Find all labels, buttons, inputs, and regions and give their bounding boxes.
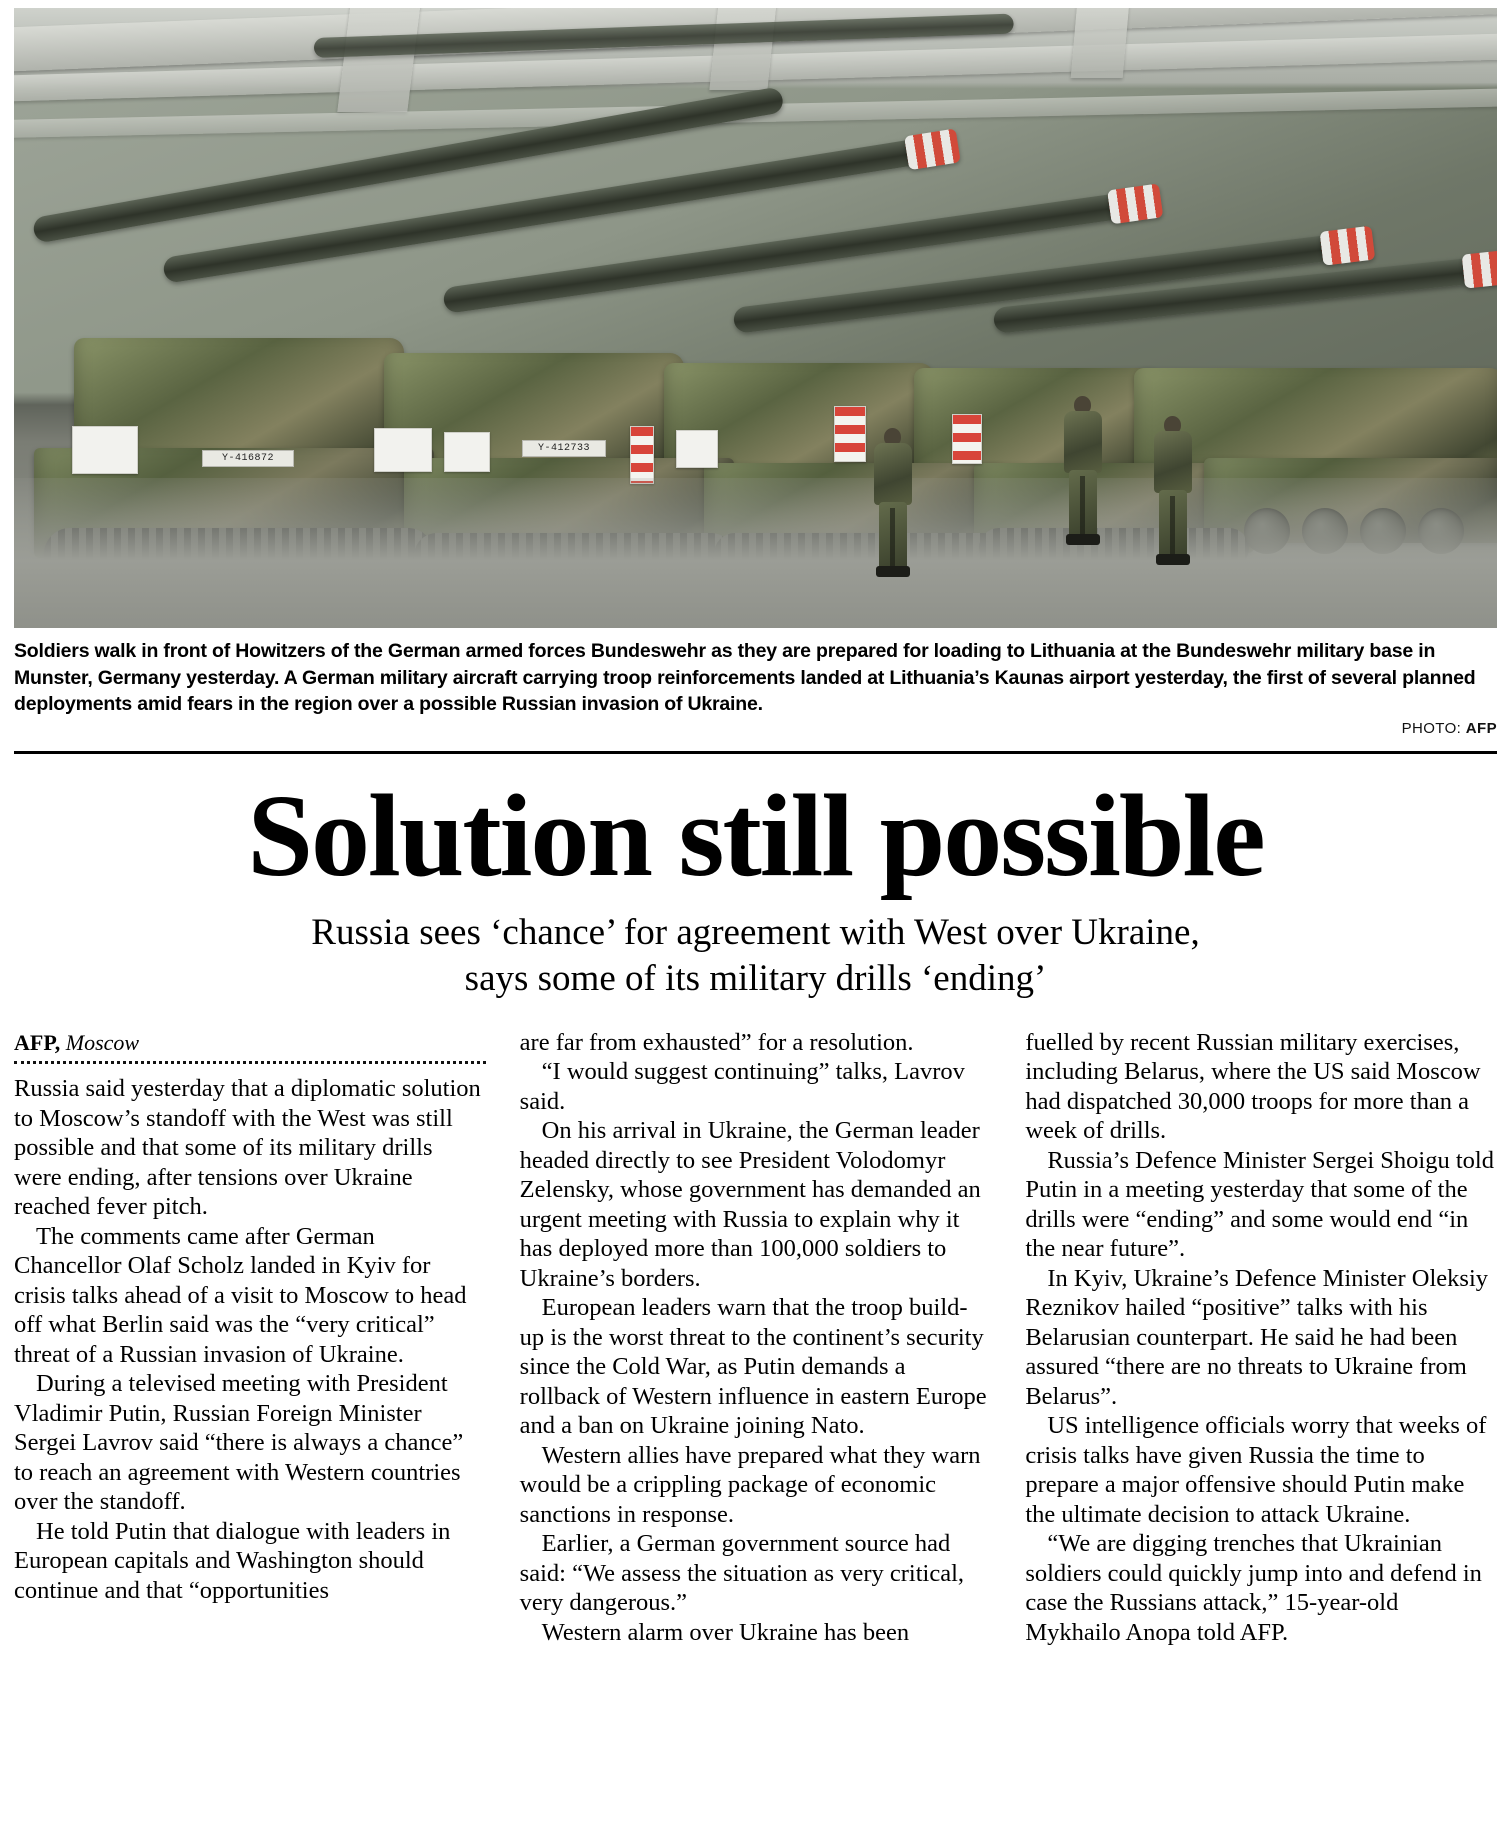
paragraph: In Kyiv, Ukraine’s Defence Minister Oleksiy Reznikov hailed “positive” talks with his Belarusian counterpart. He said he had been assured “there are no threats to Ukraine from Belarus”. bbox=[1025, 1264, 1488, 1410]
section-divider bbox=[14, 751, 1497, 754]
photo-credit-source: AFP bbox=[1465, 719, 1497, 737]
hull-panel bbox=[72, 426, 138, 474]
muzzle-cover bbox=[1462, 249, 1497, 288]
soldier-torso bbox=[874, 443, 912, 505]
soldier-boots bbox=[1156, 554, 1190, 565]
byline-place: Moscow bbox=[65, 1029, 140, 1055]
photo-credit-label: PHOTO: bbox=[1401, 719, 1462, 737]
muzzle-cover bbox=[904, 128, 961, 170]
article-column-3 bbox=[1025, 1028, 1497, 1648]
byline-agency: AFP, bbox=[14, 1029, 61, 1055]
photo-scene bbox=[14, 8, 1497, 628]
paragraph: US intelligence officials worry that weeks of crisis talks have given Russia the time to prepare a major offensive should Putin make the ultimate decision to attack Ukraine. bbox=[1025, 1412, 1487, 1528]
soldier-legs bbox=[1069, 470, 1097, 536]
ceiling-beam bbox=[709, 8, 776, 90]
ceiling-beam bbox=[1071, 8, 1130, 78]
hull-panel bbox=[444, 432, 490, 472]
hull-panel bbox=[676, 430, 718, 468]
soldier-boots bbox=[876, 566, 910, 577]
page-title: Solution still possible bbox=[247, 769, 1264, 901]
photo-credit bbox=[14, 720, 1497, 737]
howitzer-barrel bbox=[162, 133, 956, 284]
soldier-boots bbox=[1066, 534, 1100, 545]
paragraph: The comments came after German Chancellor Olaf Scholz landed in Kyiv for crisis talks ahead of a visit to Moscow to head off what Berlin said was the “very critical” threat of a Russian invasion of Ukraine. bbox=[14, 1222, 467, 1368]
flag-marker bbox=[952, 414, 982, 464]
paragraph: Western allies have prepared what they warn would be a crippling package of economic sanctions in response. bbox=[519, 1441, 981, 1528]
article-photo bbox=[14, 8, 1497, 628]
paragraph: Western alarm over Ukraine has been bbox=[541, 1618, 910, 1646]
muzzle-cover bbox=[1107, 183, 1163, 224]
newspaper-page bbox=[0, 8, 1511, 1840]
byline bbox=[14, 1028, 486, 1058]
article-column-2 bbox=[520, 1028, 992, 1648]
paragraph: Russia’s Defence Minister Sergei Shoigu told Putin in a meeting yesterday that some of the drills were “ending” and some would end “in the near future”. bbox=[1025, 1146, 1494, 1262]
paragraph: Russia said yesterday that a diplomatic solution to Moscow’s standoff with the West was still possible and that some of its military drills were ending, after tensions over Ukraine reached fever pitch. bbox=[14, 1075, 481, 1220]
soldier-torso bbox=[1064, 411, 1102, 473]
soldier-torso bbox=[1154, 431, 1192, 493]
paragraph: During a televised meeting with President Vladimir Putin, Russian Foreign Minister Sergei Lavrov said “there is always a chance” to reach an agreement with Western countries over the standoff. bbox=[14, 1370, 464, 1515]
article-column-1 bbox=[14, 1028, 486, 1648]
article-body bbox=[14, 1028, 1497, 1648]
flag-marker bbox=[630, 426, 654, 484]
paragraph: “We are digging trenches that Ukrainian soldiers could quickly jump into and defend in case the Russians attack,” 15-year-old Mykhailo Anopa told AFP. bbox=[1025, 1530, 1482, 1646]
deck-line-2: says some of its military drills ‘ending’ bbox=[464, 957, 1047, 999]
soldier-legs bbox=[879, 502, 907, 568]
flag-marker bbox=[834, 406, 866, 462]
deck-line-1: Russia sees ‘chance’ for agreement with West over Ukraine, bbox=[311, 911, 1200, 953]
paragraph: European leaders warn that the troop build-up is the worst threat to the continent’s security since the Cold War, as Putin demands a rollback of Western influence in eastern Europe and a ban on Ukraine joining Nato. bbox=[519, 1294, 987, 1439]
paragraph: “I would suggest continuing” talks, Lavrov said. bbox=[519, 1058, 965, 1115]
vehicle-number-plate: Y-412733 bbox=[522, 440, 606, 457]
article-deck bbox=[136, 910, 1376, 1002]
paragraph: On his arrival in Ukraine, the German leader headed directly to see President Volodomyr Zelensky, whose government has demanded an urgent meeting with Russia to explain why it has deployed more than 100,000 soldiers to Ukraine’s borders. bbox=[519, 1117, 981, 1292]
hangar-floor bbox=[14, 478, 1497, 628]
vehicle-number-plate: Y-416872 bbox=[202, 450, 294, 467]
ceiling-beam bbox=[337, 8, 421, 112]
paragraph: He told Putin that dialogue with leaders in European capitals and Washington should continue and that “opportunities bbox=[14, 1517, 451, 1604]
paragraph: Earlier, a German government source had said: “We assess the situation as very critical, very dangerous.” bbox=[519, 1530, 965, 1616]
soldier-legs bbox=[1159, 490, 1187, 556]
paragraph: are far from exhausted” for a resolution. bbox=[519, 1028, 914, 1056]
paragraph: fuelled by recent Russian military exercises, including Belarus, where the US said Moscow had dispatched 30,000 troops for more than a week of drills. bbox=[1025, 1028, 1481, 1144]
hull-panel bbox=[374, 428, 432, 472]
muzzle-cover bbox=[1320, 226, 1376, 266]
byline-rule bbox=[14, 1061, 486, 1064]
photo-caption: Soldiers walk in front of Howitzers of the German armed forces Bundeswehr as they are prepared for loading to Lithuania at the Bundeswehr military base in Munster, Germany yesterday. A German military aircraft carrying troop reinforcements landed at Lithuania’s Kaunas airport yesterday, the first of several planned deployments amid fears in the region over a possible Russian invasion of Ukraine. bbox=[14, 640, 1476, 715]
